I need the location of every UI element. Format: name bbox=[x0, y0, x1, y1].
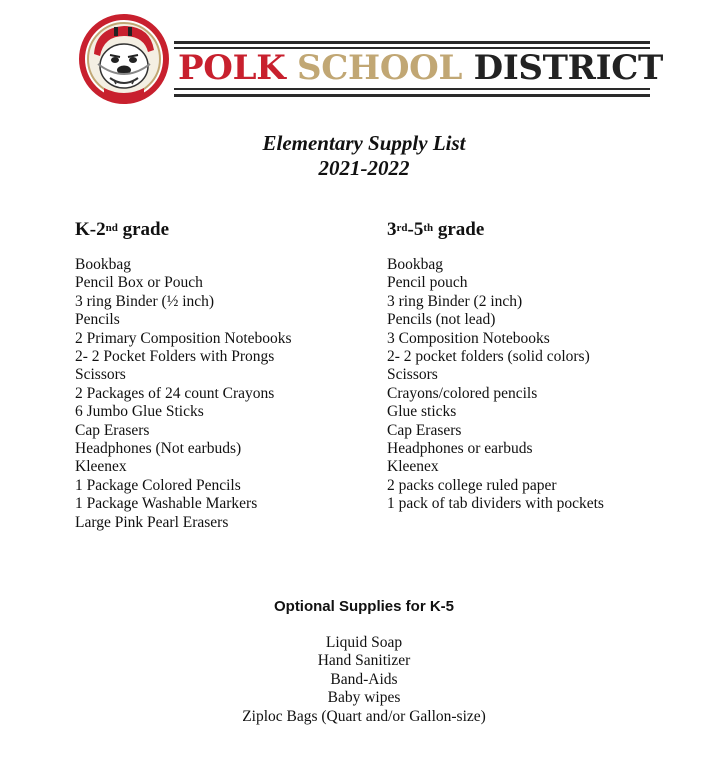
optional-supplies-list bbox=[0, 634, 728, 726]
supply-item: 2- 2 pocket folders (solid colors) bbox=[387, 348, 590, 366]
banner-rule-top bbox=[174, 41, 650, 44]
supply-item: 3 Composition Notebooks bbox=[387, 329, 550, 347]
district-name-polk: POLK bbox=[178, 48, 286, 88]
supply-item: 3 ring Binder (2 inch) bbox=[387, 292, 523, 310]
supply-item: 2 Primary Composition Notebooks bbox=[75, 329, 292, 347]
grades-3-5-heading-suffix: grade bbox=[433, 219, 485, 240]
supply-item: 6 Jumbo Glue Sticks bbox=[75, 403, 204, 421]
supply-item: Headphones or earbuds bbox=[387, 440, 533, 458]
banner-rule-bottom bbox=[174, 94, 650, 97]
district-name-district: DISTRICT bbox=[473, 48, 664, 88]
optional-supply-item: Baby wipes bbox=[327, 689, 401, 707]
grades-3-5-column bbox=[387, 218, 604, 514]
grades-3-5-heading-mid: -5 bbox=[407, 219, 424, 240]
supply-item: Cap Erasers bbox=[387, 421, 462, 439]
supply-item: Cap Erasers bbox=[75, 421, 150, 439]
k2-heading-prefix: K-2 bbox=[75, 219, 106, 240]
supply-item: Bookbag bbox=[75, 256, 131, 273]
supply-item: Bookbag bbox=[387, 256, 443, 273]
district-header bbox=[78, 14, 664, 106]
grades-3-5-heading-sup1: rd bbox=[396, 222, 408, 234]
supply-item: 1 Package Washable Markers bbox=[75, 495, 258, 513]
k2-column bbox=[75, 218, 292, 532]
optional-supplies-heading: Optional Supplies for K-5 bbox=[273, 598, 454, 615]
k2-heading-sup: nd bbox=[105, 222, 118, 234]
supply-item: Large Pink Pearl Erasers bbox=[75, 513, 229, 531]
grades-3-5-heading-prefix: 3 bbox=[387, 219, 397, 240]
supply-item: Pencils (not lead) bbox=[387, 311, 496, 329]
supply-item: Kleenex bbox=[387, 458, 439, 476]
banner-rule-bottom-thin bbox=[174, 88, 650, 90]
supply-item: 2 packs college ruled paper bbox=[387, 476, 557, 494]
supply-item: 1 Package Colored Pencils bbox=[75, 476, 241, 494]
optional-supply-item: Liquid Soap bbox=[325, 634, 403, 651]
supply-item: Scissors bbox=[387, 366, 438, 384]
supply-item: Pencil pouch bbox=[387, 274, 468, 292]
optional-supply-item: Ziploc Bags (Quart and/or Gallon-size) bbox=[242, 707, 486, 725]
supply-item: 1 pack of tab dividers with pockets bbox=[387, 495, 604, 513]
district-name-school: SCHOOL bbox=[297, 48, 463, 88]
supply-item: Glue sticks bbox=[387, 403, 457, 421]
page-subtitle-year: 2021-2022 bbox=[318, 156, 410, 180]
supply-item: Scissors bbox=[75, 366, 126, 384]
k2-supply-list bbox=[75, 256, 292, 532]
supply-item: Crayons/colored pencils bbox=[387, 384, 538, 402]
district-name bbox=[178, 49, 663, 87]
bulldog-mascot-icon bbox=[78, 14, 172, 104]
grades-3-5-heading-sup2: th bbox=[423, 222, 434, 234]
supply-item: 3 ring Binder (½ inch) bbox=[75, 292, 215, 310]
supply-item: Headphones (Not earbuds) bbox=[75, 440, 242, 458]
supply-item: Kleenex bbox=[75, 458, 127, 476]
page-title: Elementary Supply List bbox=[262, 131, 466, 155]
supply-item: 2 Packages of 24 count Crayons bbox=[75, 384, 275, 402]
k2-heading bbox=[75, 218, 292, 242]
k2-heading-suffix: grade bbox=[117, 219, 170, 240]
optional-supply-item: Hand Sanitizer bbox=[317, 652, 411, 670]
grades-3-5-heading bbox=[387, 218, 604, 242]
supply-item: Pencils bbox=[75, 311, 120, 329]
optional-supply-item: Band-Aids bbox=[330, 670, 398, 688]
grades-3-5-supply-list bbox=[387, 256, 604, 514]
supply-item: 2- 2 Pocket Folders with Prongs bbox=[75, 348, 275, 366]
supply-item: Pencil Box or Pouch bbox=[75, 274, 203, 292]
